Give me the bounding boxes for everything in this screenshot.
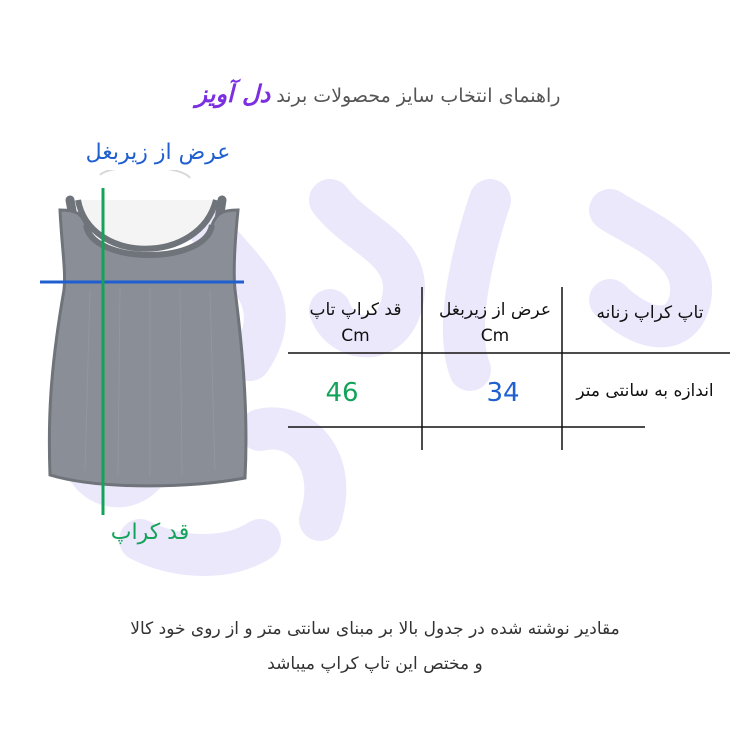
bust-width-label: عرض از زیربغل — [85, 140, 231, 165]
table-header-product — [565, 300, 735, 326]
footer-line-1: مقادیر نوشته شده در جدول بالا بر مبنای سانتی متر و از روی خود کالا — [130, 619, 620, 639]
header-bust-text: عرض از زیربغل — [439, 300, 551, 320]
crop-top-illustration — [30, 170, 260, 520]
header-product-text: تاپ کراپ زنانه — [596, 303, 704, 323]
table-row-label: اندازه به سانتی متر — [576, 381, 714, 401]
header-length-text: قد کراپ تاپ — [309, 300, 402, 320]
footer-line-2: و مختص این تاپ کراپ میباشد — [267, 653, 483, 674]
length-value: 46 — [325, 378, 359, 408]
bust-value: 34 — [486, 378, 520, 408]
header-title: راهنمای انتخاب سایز محصولات برند — [276, 85, 561, 107]
table-header-bust — [425, 297, 565, 350]
brand-logo-text: دل آویز — [195, 80, 271, 108]
crop-length-label: قد کراپ — [110, 520, 190, 545]
header-bust-unit: Cm — [480, 326, 510, 347]
page-header — [0, 80, 750, 108]
table-header-length — [288, 297, 423, 350]
header-length-unit: Cm — [341, 326, 370, 347]
footer-note — [60, 612, 690, 682]
